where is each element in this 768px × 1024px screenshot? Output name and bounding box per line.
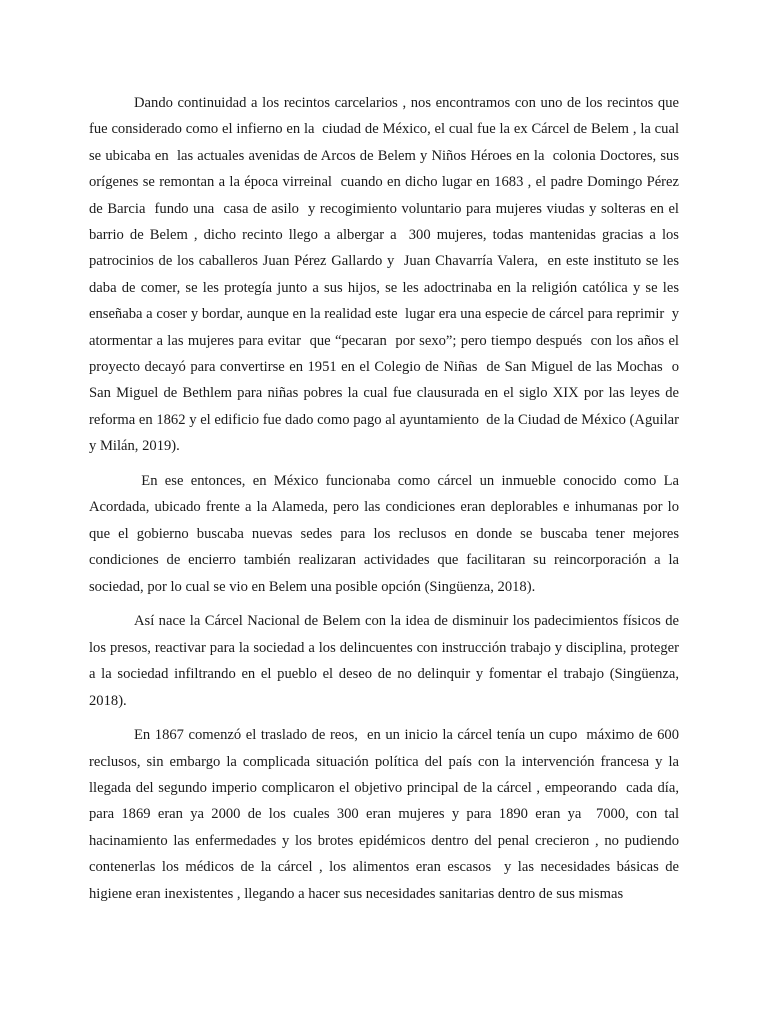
paragraph-traslado-reos: En 1867 comenzó el traslado de reos, en un inicio la cárcel tenía un cupo máximo de 600 reclusos, sin embargo la complicada situación política del país con la intervención francesa y la llegada del segundo imperio complicaron el objetivo principal de la cárcel , empeorando cada día, para 1869 eran ya 2000 de los cuales 300 eran mujeres y para 1890 eran ya 7000, con tal hacinamiento las enfermedades y los brotes epidémicos dentro del penal crecieron , no pudiendo contenerlas los médicos de la cárcel , los alimentos eran escasos y las necesidades básicas de higiene eran inexistentes , llegando a hacer sus necesidades sanitarias dentro de sus mismas [89,727,687,902]
paragraph-belem-origins: Dando continuidad a los recintos carcelarios , nos encontramos con uno de los recintos que fue considerado como el infierno en la ciudad de México, el cual fue la ex Cárcel de Belem , la cual se ubicaba en las actuales avenidas de Arcos de Belem y Niños Héroes en la colonia Doctores, sus orígenes se remontan a la época virreinal cuando en dicho lugar en 1683 , el padre Domingo Pérez de Barcia fundo una casa de asilo y recogimiento voluntario para mujeres viudas y solteras en el barrio de Belem , dicho recinto llego a albergar a 300 mujeres, todas mantenidas gracias a los patrocinios de los caballeros Juan Pérez Gallardo y Juan Chavarría Valera, en este instituto se les daba de comer, se les protegía junto a sus hijos, se les adoctrinaba en la religión católica y se les enseñaba a coser y bordar, aunque en la realidad este lugar era una especie de cárcel para reprimir y atormentar a las mujeres para evitar que “pecaran por sexo”; pero tiempo después con los años el proyecto decayó para convertirse en 1951 en el Colegio de Niñas de San Miguel de las Mochas o San Miguel de Bethlem para niñas pobres la cual fue clausurada en el siglo XIX por las leyes de reforma en 1862 y el edificio fue dado como pago al ayuntamiento de la Ciudad de México (Aguilar y Milán, 2019). [89,95,683,455]
paragraph-la-acordada: En ese entonces, en México funcionaba como cárcel un inmueble conocido como La Acordada, ubicado frente a la Alameda, pero las condiciones eran deplorables e inhumanas por lo que el gobierno buscaba nuevas sedes para los reclusos en donde se buscaba tener mejores condiciones de encierro también realizaran actividades que facilitaran su reincorporación a la sociedad, por lo cual se vio en Belem una posible opción (Singüenza, 2018). [89,472,683,595]
paragraph-carcel-nacional: Así nace la Cárcel Nacional de Belem con la idea de disminuir los padecimientos físicos de los presos, reactivar para la sociedad a los delincuentes con instrucción trabajo y disciplina, proteger a la sociedad infiltrando en el pueblo el deseo de no delinquir y fomentar el trabajo (Singüenza, 2018). [89,613,683,709]
document-body [89,90,687,915]
